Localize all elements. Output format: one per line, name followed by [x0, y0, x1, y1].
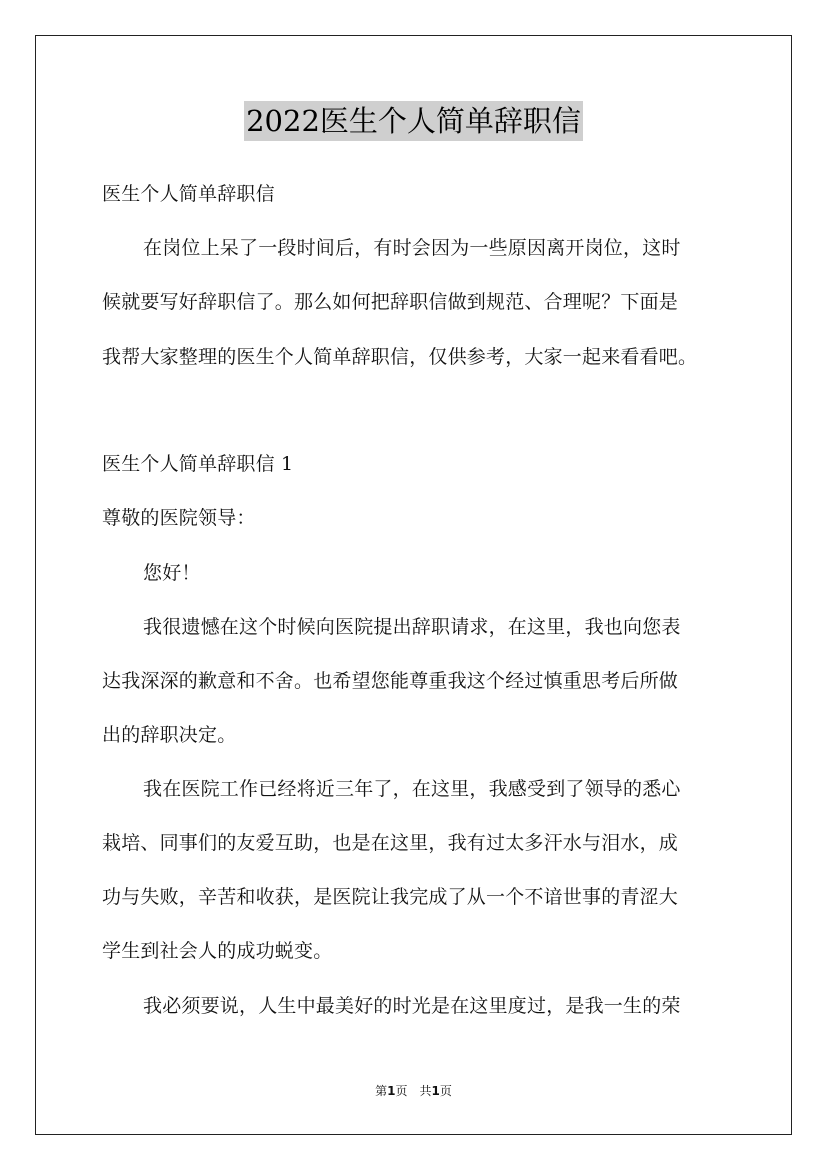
- footer-suffix: 页: [439, 1084, 452, 1098]
- para2-line-3: 功与失败，辛苦和收获，是医院让我完成了从一个不谙世事的青涩大: [102, 886, 679, 908]
- para1-line-3: 出的辞职决定。: [102, 724, 237, 746]
- document-title: 2022医生个人简单辞职信: [244, 101, 583, 141]
- document-subtitle: 医生个人简单辞职信: [102, 183, 275, 205]
- title-wrap: [0, 101, 827, 141]
- footer-page-number: 1: [387, 1084, 396, 1098]
- footer-mid: 页 共: [395, 1084, 432, 1098]
- section-heading: 医生个人简单辞职信 1: [102, 453, 294, 475]
- greeting: 您好！: [143, 562, 201, 584]
- para1-line-2: 达我深深的歉意和不舍。也希望您能尊重我这个经过慎重思考后所做: [102, 670, 679, 692]
- intro-line-3: 我帮大家整理的医生个人简单辞职信，仅供参考，大家一起来看看吧。: [102, 346, 698, 368]
- intro-line-1: 在岗位上呆了一段时间后，有时会因为一些原因离开岗位，这时: [143, 237, 681, 259]
- intro-line-2: 候就要写好辞职信了。那么如何把辞职信做到规范、合理呢？下面是: [102, 291, 679, 313]
- para2-line-2: 栽培、同事们的友爱互助，也是在这里，我有过太多汗水与泪水，成: [102, 832, 679, 854]
- page-footer: [0, 1083, 827, 1099]
- salutation: 尊敬的医院领导：: [102, 507, 256, 529]
- para3-line-1: 我必须要说，人生中最美好的时光是在这里度过，是我一生的荣: [143, 995, 681, 1017]
- footer-prefix: 第: [375, 1084, 388, 1098]
- footer-page-total: 1: [431, 1084, 440, 1098]
- para1-line-1: 我很遗憾在这个时候向医院提出辞职请求，在这里，我也向您表: [143, 616, 681, 638]
- para2-line-1: 我在医院工作已经将近三年了，在这里，我感受到了领导的悉心: [143, 778, 681, 800]
- para2-line-4: 学生到社会人的成功蜕变。: [102, 940, 333, 962]
